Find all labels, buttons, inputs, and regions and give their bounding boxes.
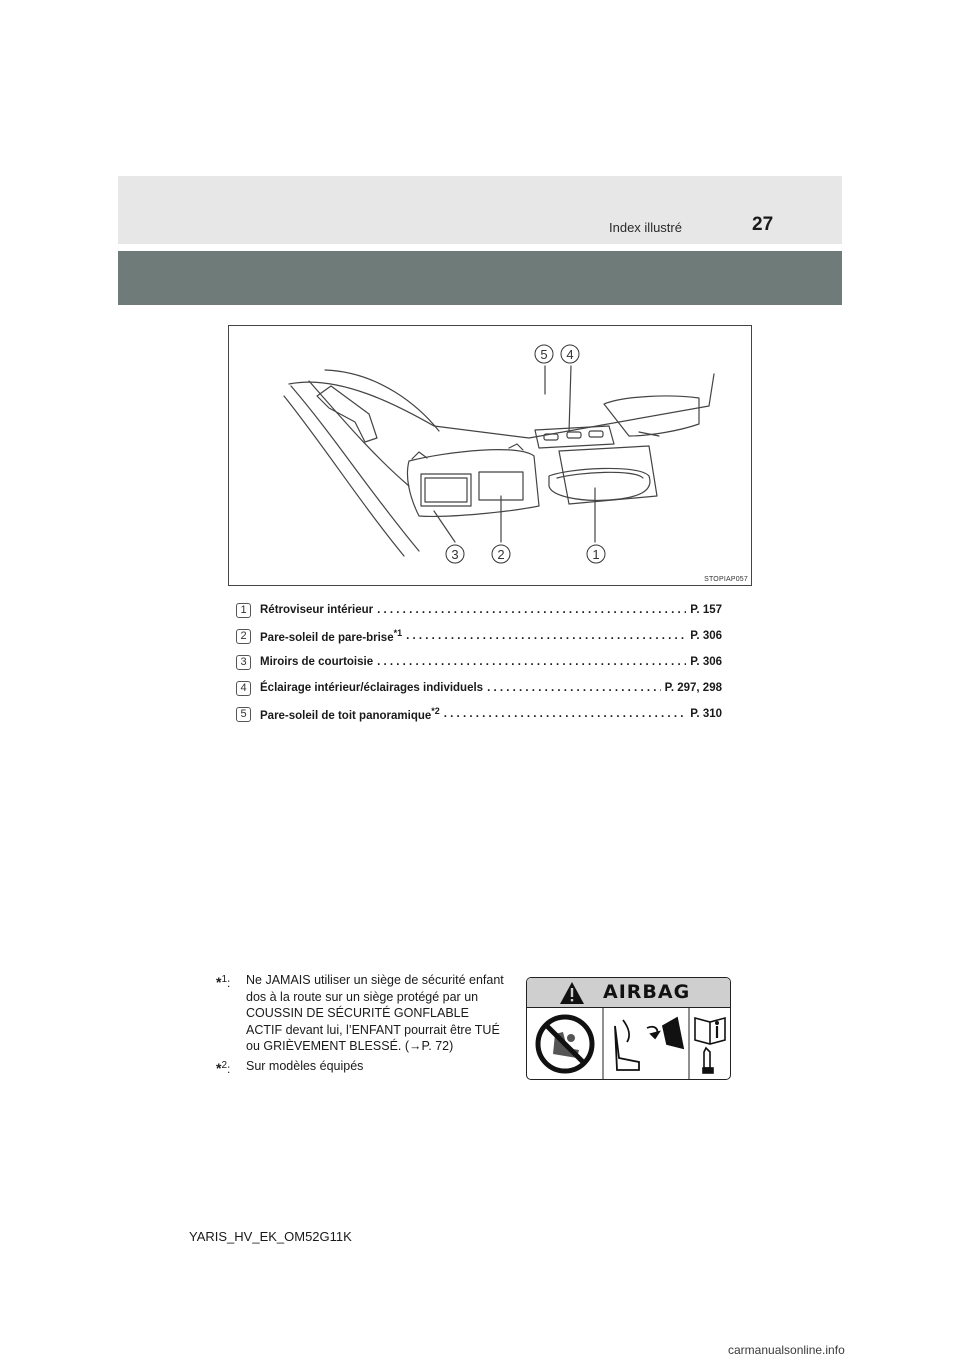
item-label: Rétroviseur intérieur [260, 604, 374, 616]
footnote-mark: *$^1$: [216, 974, 231, 990]
footnote-text: Sur modèles équipés [246, 1058, 364, 1073]
watermark: carmanualsonline.info [728, 1343, 845, 1357]
page-number: 27 [752, 214, 774, 235]
overhead-drawing [229, 326, 751, 585]
illustration-overhead [228, 325, 752, 586]
no-rear-facing-seat-icon [538, 1017, 592, 1071]
callout-3: 3 [451, 547, 459, 562]
leader-dots [377, 656, 686, 668]
leader-dots [406, 630, 686, 642]
item-label: Pare-soleil de toit panoramique$^{*2}$ [260, 706, 440, 722]
document-id: YARIS_HV_EK_OM52G11K [189, 1229, 352, 1244]
index-item-vanity-mirrors[interactable] [236, 649, 722, 675]
index-list [236, 597, 722, 727]
index-item-panoramic-roof-shade[interactable] [236, 701, 722, 727]
header-band [118, 176, 842, 244]
leader-dots [444, 708, 686, 720]
callout-5: 5 [540, 347, 548, 362]
item-label: Éclairage intérieur/éclairages individuels [260, 682, 484, 694]
callout-2: 2 [497, 547, 505, 562]
section-title: Index illustré [609, 220, 682, 235]
airbag-title: AIRBAG [603, 981, 691, 1003]
item-label: Pare-soleil de pare-brise$^{*1}$ [260, 628, 403, 644]
callout-1: 1 [592, 547, 600, 562]
item-page-ref[interactable]: P. 310 [690, 708, 722, 720]
footnote-text: Ne JAMAIS utiliser un siège de sécurité enfant dos à la route sur un siège protégé par un COUSSIN DE SÉCURITÉ GONFLABLE ACTIF devant lui, l’ENFANT pourrait être TUÉ ou GRIÈVEMENT BLESSÉ. (→P. 72) [246, 973, 504, 1053]
item-label: Miroirs de courtoisie [260, 656, 374, 668]
leader-dots [487, 682, 661, 694]
item-page-ref[interactable]: P. 306 [690, 630, 722, 642]
item-number: 4 [236, 681, 251, 696]
airbag-pictograms [527, 1008, 731, 1080]
airbag-label-header [527, 978, 730, 1008]
airbag-label-body [527, 1008, 730, 1080]
item-page-ref[interactable]: P. 297, 298 [664, 682, 722, 694]
airbag-deployment-icon [615, 1018, 683, 1070]
item-number: 1 [236, 603, 251, 618]
footnote-ref: *1 [393, 628, 403, 639]
item-number: 2 [236, 629, 251, 644]
footnote-mark: *$^2$: [216, 1059, 231, 1076]
item-page-ref[interactable]: P. 306 [690, 656, 722, 668]
airbag-warning-label [526, 977, 731, 1080]
index-item-interior-lights[interactable] [236, 675, 722, 701]
item-number: 3 [236, 655, 251, 670]
footnote-ref: *2 [431, 706, 440, 717]
warning-triangle-icon [559, 981, 585, 1005]
figure-code: STOPIAP057 [704, 576, 748, 583]
callout-4: 4 [566, 347, 574, 362]
leader-dots [377, 604, 686, 616]
header-bar [118, 251, 842, 305]
footnotes [216, 972, 506, 1080]
item-number: 5 [236, 707, 251, 722]
footnote-2 [216, 1058, 506, 1078]
footnote-1 [216, 972, 506, 1055]
index-item-rearview-mirror[interactable] [236, 597, 722, 623]
item-page-ref[interactable]: P. 157 [690, 604, 722, 616]
read-manual-icon [695, 1018, 725, 1073]
index-item-windshield-sunvisor[interactable] [236, 623, 722, 649]
